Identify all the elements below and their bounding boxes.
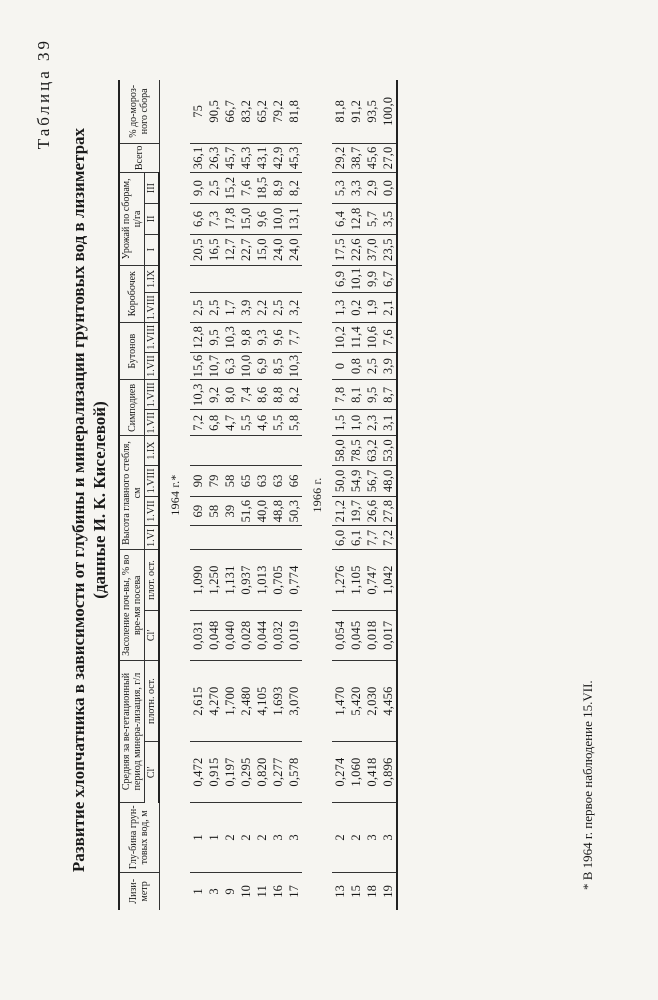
table-cell: 18,5	[254, 173, 270, 204]
table-cell: 9,6	[254, 203, 270, 234]
table-cell: 9,5	[206, 322, 222, 352]
table-cell: 3,9	[238, 293, 254, 323]
table-cell: 0,418	[364, 742, 380, 803]
table-cell: 11,4	[348, 322, 364, 352]
table-cell: 0,295	[238, 742, 254, 803]
table-cell: 3,5	[380, 203, 397, 234]
table-cell: 6,9	[332, 265, 348, 293]
table-cell: 58	[206, 496, 222, 525]
table-cell: 5,5	[270, 410, 286, 436]
table-cell: 9	[223, 888, 237, 895]
table-cell: 0,8	[348, 352, 364, 380]
table-cell: 22,7	[238, 234, 254, 265]
table-body-1966	[332, 80, 397, 910]
table-cell: 0	[332, 352, 348, 380]
header-cl-2: Cl′	[145, 610, 160, 661]
table-cell	[206, 526, 222, 550]
table-cell: 63,2	[364, 436, 380, 465]
table-cell: 18	[365, 884, 379, 898]
table-cell: 42,9	[270, 143, 286, 173]
table-cell: 79,2	[270, 80, 286, 143]
table-cell: 6,8	[206, 410, 222, 436]
table-cell: 2,9	[364, 173, 380, 204]
table-cell: 27,0	[380, 143, 397, 173]
table-cell: 0,048	[206, 610, 222, 661]
header-sympodia-1vii: 1.VII	[145, 410, 160, 436]
table-cell	[254, 436, 270, 465]
table-cell: 29,2	[332, 143, 348, 173]
table-cell: 3,9	[380, 352, 397, 380]
table-cell	[254, 526, 270, 550]
table-cell: 78,5	[348, 436, 364, 465]
table-cell: 7,4	[238, 380, 254, 410]
table-cell: 1	[191, 888, 205, 895]
table-cell: 1,042	[380, 550, 397, 610]
table-cell: 3,2	[286, 293, 302, 323]
table-cell: 9,8	[238, 322, 254, 352]
table-cell: 3,1	[380, 410, 397, 436]
table-cell: 9,2	[206, 380, 222, 410]
table-cell: 8,6	[254, 380, 270, 410]
header-dry-residue: плотн. ост.	[145, 661, 160, 742]
table-cell: 1,7	[222, 293, 238, 323]
table-cell: 2,480	[238, 661, 254, 742]
table-cell: 1,3	[332, 293, 348, 323]
table-number: Таблица 39	[34, 38, 53, 150]
table-body-1964	[159, 80, 302, 910]
header-harvest-3: III	[145, 173, 160, 204]
table-cell: 0,0	[380, 173, 397, 204]
table-cell	[270, 526, 286, 550]
table-cell: 24,0	[286, 234, 302, 265]
table-body-gap	[302, 80, 332, 910]
table-cell	[270, 265, 286, 293]
header-bolls: Коробочек	[119, 265, 145, 322]
header-height-1vii: 1.VII	[145, 496, 160, 525]
table-cell: 9,6	[270, 322, 286, 352]
table-row	[254, 80, 270, 910]
table-cell: 23,5	[380, 234, 397, 265]
table-cell: 75	[190, 80, 206, 143]
table-cell: 58,0	[332, 436, 348, 465]
table-cell: 38,7	[348, 143, 364, 173]
table-cell: 0,017	[380, 610, 397, 661]
table-cell: 9,5	[364, 380, 380, 410]
table-cell: 81,8	[332, 80, 348, 143]
table-cell: 0,937	[238, 550, 254, 610]
table-cell: 13,1	[286, 203, 302, 234]
table-cell: 5,8	[286, 410, 302, 436]
table-cell: 16,5	[206, 234, 222, 265]
header-depth: Глу-бина грун-товых вод, м	[119, 803, 159, 873]
table-cell	[190, 436, 206, 465]
table-cell: 3	[364, 803, 380, 873]
header-sympodia: Симподиев	[119, 380, 145, 436]
table-cell	[238, 265, 254, 293]
table-cell: 1	[206, 803, 222, 873]
footnote: * В 1964 г. первое наблюдение 15.VII.	[580, 680, 595, 890]
table-cell: 58	[222, 465, 238, 496]
table-cell	[222, 436, 238, 465]
table-cell: 2	[222, 803, 238, 873]
table-cell: 1,9	[364, 293, 380, 323]
table-cell: 69	[190, 496, 206, 525]
table-cell: 6,4	[332, 203, 348, 234]
table-cell: 66,7	[222, 80, 238, 143]
header-height: Высота главного стебля, см	[119, 436, 145, 550]
table-cell: 0,277	[270, 742, 286, 803]
table-cell: 15,2	[222, 173, 238, 204]
table-cell: 6,1	[348, 526, 364, 550]
table-cell: 7,6	[380, 322, 397, 352]
table-cell: 8,7	[380, 380, 397, 410]
table-cell: 15,0	[254, 234, 270, 265]
table-cell: 0,274	[332, 742, 348, 803]
table-cell: 2,030	[364, 661, 380, 742]
table-cell: 2,5	[206, 293, 222, 323]
table-cell: 2,615	[190, 661, 206, 742]
table-cell: 3	[207, 888, 221, 895]
table-cell	[238, 526, 254, 550]
table-cell: 17,5	[332, 234, 348, 265]
table-cell: 79	[206, 465, 222, 496]
table-cell: 2,2	[254, 293, 270, 323]
table-cell: 1,5	[332, 410, 348, 436]
table-cell: 24,0	[270, 234, 286, 265]
table-cell: 10,6	[364, 322, 380, 352]
table-cell: 1,700	[222, 661, 238, 742]
table-cell: 2,3	[364, 410, 380, 436]
table-cell: 1,693	[270, 661, 286, 742]
table-cell: 15,0	[238, 203, 254, 234]
table-cell: 100,0	[380, 80, 397, 143]
table-cell: 1,013	[254, 550, 270, 610]
table-cell: 1,131	[222, 550, 238, 610]
header-prefrost: % до-мороз-ного сбора	[119, 80, 159, 143]
table-cell: 1	[190, 803, 206, 873]
header-harvest-1: I	[145, 234, 160, 265]
table-row	[332, 80, 348, 910]
table-cell: 8,9	[270, 173, 286, 204]
table-cell: 19,7	[348, 496, 364, 525]
table-cell	[206, 436, 222, 465]
table-cell: 5,3	[332, 173, 348, 204]
table-cell: 12,7	[222, 234, 238, 265]
table-cell: 2	[348, 803, 364, 873]
table-cell: 45,3	[286, 143, 302, 173]
table-cell: 4,7	[222, 410, 238, 436]
table-cell: 21,2	[332, 496, 348, 525]
table-cell: 1,090	[190, 550, 206, 610]
table-cell: 13	[333, 884, 347, 898]
table-cell: 0,032	[270, 610, 286, 661]
table-title	[68, 20, 110, 980]
table-cell: 8,8	[270, 380, 286, 410]
table-row	[348, 80, 364, 910]
table-cell	[222, 265, 238, 293]
table-cell: 91,2	[348, 80, 364, 143]
table-cell: 45,7	[222, 143, 238, 173]
table-cell: 10,2	[332, 322, 348, 352]
table-cell: 66	[286, 465, 302, 496]
table-cell: 3,3	[348, 173, 364, 204]
table-row	[206, 80, 222, 910]
table-row	[222, 80, 238, 910]
table-cell: 6,0	[332, 526, 348, 550]
table-cell: 2	[332, 803, 348, 873]
table-cell: 19	[380, 872, 397, 910]
table-cell: 2,5	[364, 352, 380, 380]
table-cell: 3	[380, 803, 397, 873]
table-cell: 0,578	[286, 742, 302, 803]
table-cell: 0,028	[238, 610, 254, 661]
table-cell: 1,250	[206, 550, 222, 610]
table-cell	[286, 526, 302, 550]
table-cell	[286, 265, 302, 293]
table-cell: 10,3	[286, 352, 302, 380]
table-cell: 63	[270, 465, 286, 496]
table-cell: 5,420	[348, 661, 364, 742]
table-cell	[286, 436, 302, 465]
table-cell: 7,3	[206, 203, 222, 234]
table-cell: 0,915	[206, 742, 222, 803]
header-cl: Cl′	[145, 742, 160, 803]
table-cell: 10,0	[270, 203, 286, 234]
header-bolls-1ix: 1.IX	[145, 265, 160, 293]
table-cell: 8,2	[286, 173, 302, 204]
table-cell: 40,0	[254, 496, 270, 525]
table-cell: 9,9	[364, 265, 380, 293]
table-cell: 10,3	[190, 380, 206, 410]
header-buds-1viii: 1.VIII	[145, 322, 160, 352]
table-cell: 8,1	[348, 380, 364, 410]
table-cell: 45,6	[364, 143, 380, 173]
table-cell: 8,2	[286, 380, 302, 410]
table-cell: 48,8	[270, 496, 286, 525]
table-cell: 65	[238, 465, 254, 496]
table-cell: 56,7	[364, 465, 380, 496]
table-cell: 0,054	[332, 610, 348, 661]
table-cell: 51,6	[238, 496, 254, 525]
header-height-1viii: 1.VIII	[145, 465, 160, 496]
table-cell: 6,9	[254, 352, 270, 380]
table-cell: 4,6	[254, 410, 270, 436]
table-cell: 2,5	[190, 293, 206, 323]
table-cell: 15,6	[190, 352, 206, 380]
table-cell: 7,7	[286, 322, 302, 352]
table-cell: 43,1	[254, 143, 270, 173]
table-cell: 81,8	[286, 80, 302, 143]
header-mineral: Средняя за ве-гетационный период минера-лизация, г/л	[119, 661, 145, 803]
header-harvest: Урожай по сборам, ц/га	[119, 173, 145, 265]
table-cell: 0,774	[286, 550, 302, 610]
table-cell: 10	[239, 884, 253, 898]
table-cell: 6,7	[380, 265, 397, 293]
table-cell: 2,1	[380, 293, 397, 323]
table-cell: 15	[349, 884, 363, 898]
table-cell: 20,5	[190, 234, 206, 265]
table-cell: 16	[271, 884, 285, 898]
table-cell: 26,6	[364, 496, 380, 525]
table-cell: 37,0	[364, 234, 380, 265]
table-cell: 0,045	[348, 610, 364, 661]
table-cell	[206, 265, 222, 293]
table-row	[190, 80, 206, 910]
table-cell: 83,2	[238, 80, 254, 143]
table-cell: 90	[190, 465, 206, 496]
table-cell: 6,6	[190, 203, 206, 234]
table-cell: 0,896	[380, 742, 397, 803]
header-height-1vi: 1.VI	[145, 526, 160, 550]
table-cell: 12,8	[348, 203, 364, 234]
table-cell: 7,6	[238, 173, 254, 204]
table-cell: 1,060	[348, 742, 364, 803]
table-cell: 0,705	[270, 550, 286, 610]
table-cell: 63	[254, 465, 270, 496]
table-cell: 2	[254, 803, 270, 873]
table-cell: 7,7	[364, 526, 380, 550]
table-cell: 10,7	[206, 352, 222, 380]
data-table	[118, 80, 398, 910]
table-cell: 50,0	[332, 465, 348, 496]
table-cell: 8,5	[270, 352, 286, 380]
table-cell: 0,019	[286, 610, 302, 661]
table-cell: 10,3	[222, 322, 238, 352]
table-cell: 1,105	[348, 550, 364, 610]
table-cell: 27,8	[380, 496, 397, 525]
table-cell	[254, 265, 270, 293]
header-sympodia-1viii: 1.VIII	[145, 380, 160, 410]
table-cell: 0,044	[254, 610, 270, 661]
table-cell: 17,8	[222, 203, 238, 234]
title-line-1: Развитие хлопчатника в зависимости от глубины и минерализации грунтовых вод в лизиметрах	[69, 127, 88, 873]
table-cell: 5,5	[238, 410, 254, 436]
table-cell: 0,747	[364, 550, 380, 610]
table-cell: 2,5	[206, 173, 222, 204]
table-cell: 0,820	[254, 742, 270, 803]
table-cell: 6,3	[222, 352, 238, 380]
table-row	[380, 80, 397, 910]
header-dry-residue-2: плот. ост.	[145, 550, 160, 610]
table-cell: 2,5	[270, 293, 286, 323]
table-cell	[270, 436, 286, 465]
header-height-1ix: 1.IX	[145, 436, 160, 465]
table-cell: 2	[238, 803, 254, 873]
table-cell: 5,7	[364, 203, 380, 234]
table-cell: 0,018	[364, 610, 380, 661]
table-cell	[238, 436, 254, 465]
header-lysimeter: Лизи-метр	[119, 872, 159, 910]
table-cell: 3,070	[286, 661, 302, 742]
year-heading-1966: 1966 г.	[310, 477, 324, 513]
table-cell: 36,1	[190, 143, 206, 173]
table-cell: 11	[255, 885, 269, 898]
table-cell: 9,0	[190, 173, 206, 204]
table-row	[286, 80, 302, 910]
table-cell: 65,2	[254, 80, 270, 143]
table-cell: 12,8	[190, 322, 206, 352]
table-cell: 9,3	[254, 322, 270, 352]
header-salinity: Засоление поч-вы, % во вре-мя посева	[119, 550, 145, 661]
table-cell: 26,3	[206, 143, 222, 173]
table-cell: 0,040	[222, 610, 238, 661]
table-cell: 48,0	[380, 465, 397, 496]
table-cell: 3	[286, 803, 302, 873]
table-cell: 50,3	[286, 496, 302, 525]
table-row	[238, 80, 254, 910]
table-cell: 0,197	[222, 742, 238, 803]
table-cell: 22,6	[348, 234, 364, 265]
title-line-2: (данные И. К. Киселевой)	[90, 401, 109, 599]
table-cell: 4,105	[254, 661, 270, 742]
table-cell: 10,1	[348, 265, 364, 293]
header-bolls-1viii: 1.VIII	[145, 293, 160, 323]
header-buds: Бутонов	[119, 322, 145, 379]
table-cell: 54,9	[348, 465, 364, 496]
table-cell: 53,0	[380, 436, 397, 465]
table-cell: 4,270	[206, 661, 222, 742]
header-buds-1vii: 1.VII	[145, 352, 160, 380]
table-cell	[222, 526, 238, 550]
table-cell: 0,2	[348, 293, 364, 323]
table-cell: 1,470	[332, 661, 348, 742]
table-cell: 7,8	[332, 380, 348, 410]
table-cell: 8,0	[222, 380, 238, 410]
table-cell	[190, 526, 206, 550]
table-cell: 93,5	[364, 80, 380, 143]
table-cell	[190, 265, 206, 293]
table-cell: 17	[287, 884, 301, 898]
table-cell: 1,276	[332, 550, 348, 610]
table-cell: 0,031	[190, 610, 206, 661]
rotated-table-frame	[34, 20, 624, 980]
table-cell: 4,456	[380, 661, 397, 742]
table-cell: 7,2	[380, 526, 397, 550]
table-cell: 90,5	[206, 80, 222, 143]
table-cell: 0,472	[190, 742, 206, 803]
table-cell: 7,2	[190, 410, 206, 436]
table-cell: 3	[270, 803, 286, 873]
table-cell: 45,3	[238, 143, 254, 173]
header-total: Всего	[119, 143, 159, 173]
year-heading-1964: 1964 г.*	[168, 474, 182, 516]
table-cell: 10,0	[238, 352, 254, 380]
table-cell: 39	[222, 496, 238, 525]
table-row	[364, 80, 380, 910]
table-row	[270, 80, 286, 910]
header-harvest-2: II	[145, 203, 160, 234]
table-cell: 1,0	[348, 410, 364, 436]
